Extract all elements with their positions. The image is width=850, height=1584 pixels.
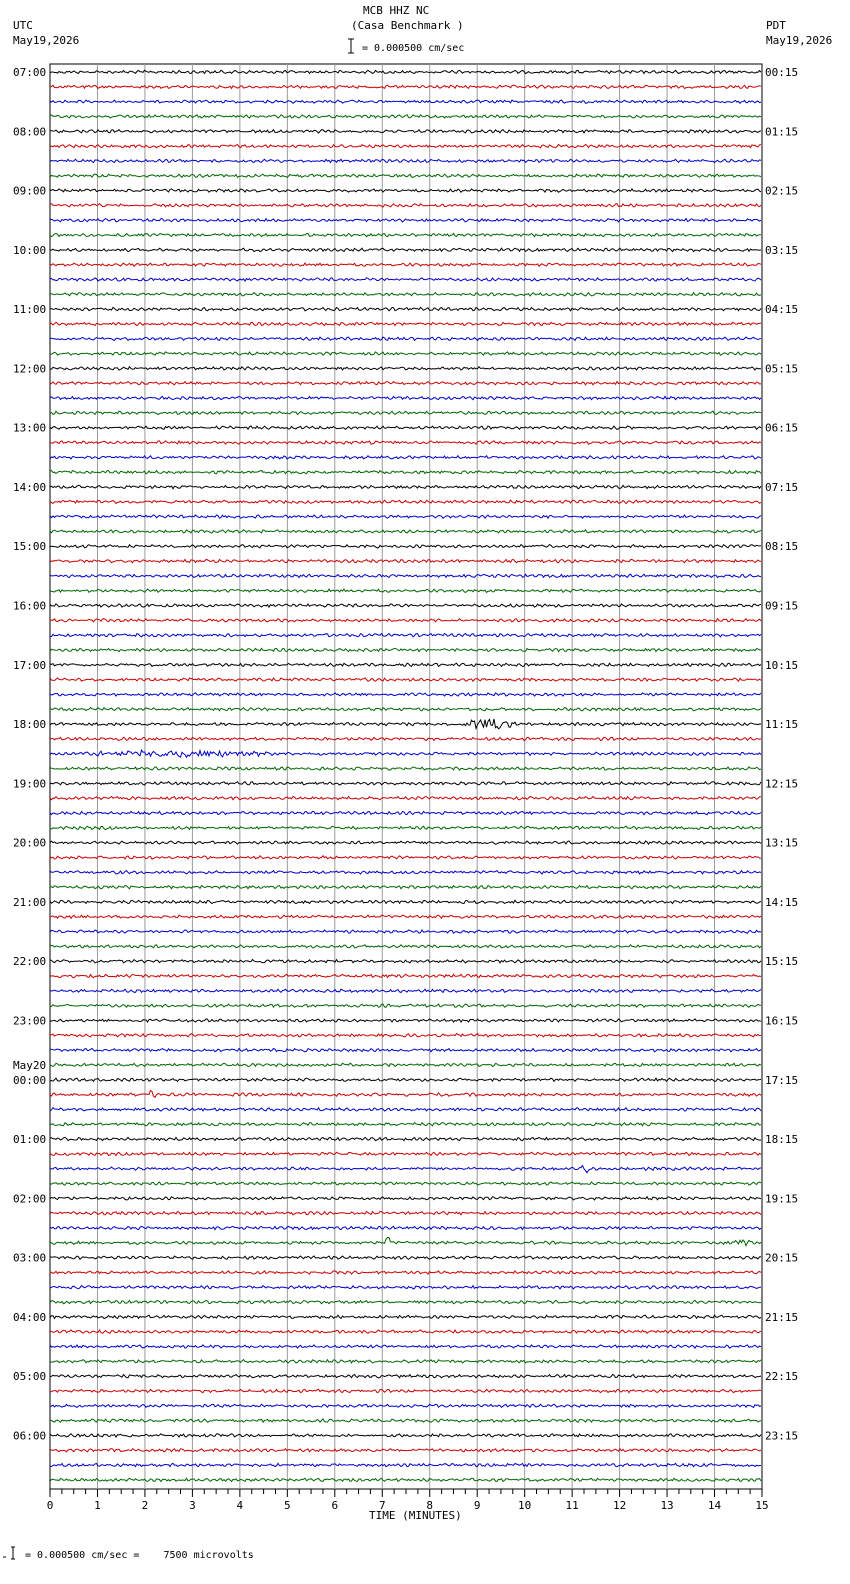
pdt-hour-label: 10:15 [765, 658, 799, 672]
trace-line [50, 1434, 761, 1437]
trace-line [50, 930, 761, 933]
x-tick-label: 7 [378, 1499, 386, 1512]
trace-line [50, 174, 761, 177]
trace-line [50, 159, 761, 162]
utc-hour-label: 20:00 [13, 836, 47, 850]
utc-hour-label: 08:00 [13, 125, 47, 139]
utc-zone-label: UTC [13, 19, 33, 32]
trace-line [50, 263, 761, 266]
trace-line [50, 1404, 761, 1407]
trace-line [50, 1123, 761, 1126]
trace-line [50, 678, 761, 681]
pdt-hour-label: 08:15 [765, 540, 799, 554]
pdt-hour-label: 20:15 [765, 1251, 799, 1265]
trace-line [50, 750, 761, 757]
trace-line [50, 1182, 761, 1185]
utc-hour-label: 18:00 [13, 718, 47, 732]
pdt-hour-label: 16:15 [765, 1014, 799, 1028]
trace-line [50, 989, 761, 992]
x-axis-title: TIME (MINUTES) [369, 1509, 462, 1522]
trace-line [50, 826, 761, 829]
trace-line [50, 589, 761, 592]
x-tick-label: 15 [755, 1499, 769, 1512]
x-tick-label: 11 [565, 1499, 579, 1512]
trace-line [50, 382, 761, 385]
pdt-hour-label: 17:15 [765, 1073, 799, 1087]
x-tick-label: 4 [236, 1499, 244, 1512]
pdt-hour-label: 21:15 [765, 1310, 799, 1324]
scale-label: = 0.000500 cm/sec [362, 43, 465, 54]
pdt-hour-label: 09:15 [765, 599, 799, 613]
trace-line [50, 545, 761, 548]
utc-hour-label: 12:00 [13, 362, 47, 376]
x-tick-label: 0 [46, 1499, 54, 1512]
pdt-hour-label: 00:15 [765, 66, 799, 79]
utc-date-label: May19,2026 [13, 34, 80, 47]
trace-line [50, 70, 761, 73]
utc-hour-label: 17:00 [13, 658, 47, 672]
trace-line [50, 411, 761, 414]
pdt-hour-label: 19:15 [765, 1192, 799, 1206]
trace-line [50, 634, 761, 637]
trace-line [50, 1256, 761, 1259]
trace-line [50, 1449, 761, 1452]
utc-hour-label: 14:00 [13, 480, 47, 494]
trace-line [50, 100, 761, 103]
trace-line [50, 1212, 761, 1215]
pdt-zone-label: PDT [766, 19, 786, 32]
day-change-label: May20 [13, 1058, 47, 1072]
x-tick-label: 6 [331, 1499, 339, 1512]
trace-line [50, 293, 761, 296]
pdt-hour-label: 13:15 [765, 836, 799, 850]
trace-line [50, 945, 761, 948]
x-tick-label: 2 [141, 1499, 149, 1512]
pdt-hour-label: 04:15 [765, 303, 799, 317]
utc-hour-label: 19:00 [13, 777, 47, 791]
trace-line [50, 885, 761, 888]
trace-line [50, 219, 761, 222]
trace-line [50, 1389, 761, 1392]
trace-line [50, 1152, 761, 1155]
trace-line [50, 871, 761, 874]
x-tick-label: 5 [284, 1499, 291, 1512]
trace-line [50, 1300, 761, 1303]
x-tick-label: 3 [189, 1499, 196, 1512]
x-tick-label: 10 [518, 1499, 532, 1512]
trace-line [50, 915, 761, 918]
x-tick-label: 13 [660, 1499, 674, 1512]
utc-hour-label: 01:00 [13, 1133, 47, 1147]
pdt-hour-label: 23:15 [765, 1429, 799, 1443]
utc-hour-label: 04:00 [13, 1310, 47, 1324]
pdt-hour-label: 05:15 [765, 362, 799, 376]
pdt-hour-label: 12:15 [765, 777, 799, 791]
trace-line [50, 204, 761, 207]
trace-line [50, 559, 761, 562]
trace-line [50, 278, 761, 281]
utc-hour-label: 21:00 [13, 895, 47, 909]
pdt-hour-label: 18:15 [765, 1133, 799, 1147]
trace-line [50, 367, 761, 370]
pdt-hour-label: 07:15 [765, 480, 799, 494]
trace-line [50, 1004, 761, 1007]
trace-line [50, 841, 761, 844]
trace-line [50, 1137, 761, 1140]
trace-line [50, 1197, 761, 1200]
trace-line [50, 1238, 761, 1246]
pdt-hour-label: 01:15 [765, 125, 799, 139]
trace-line [50, 396, 761, 399]
trace-line [50, 1375, 761, 1378]
trace-line [50, 767, 761, 770]
trace-line [50, 719, 761, 729]
trace-line [50, 485, 761, 488]
utc-hour-label: 06:00 [13, 1429, 47, 1443]
trace-line [50, 337, 761, 340]
pdt-hour-label: 14:15 [765, 895, 799, 909]
trace-line [50, 1315, 761, 1318]
trace-line [50, 1360, 761, 1363]
trace-line [50, 574, 761, 577]
trace-line [50, 1063, 761, 1066]
trace-line [50, 1019, 761, 1022]
trace-line [50, 115, 761, 118]
trace-line [50, 248, 761, 251]
utc-hour-label: 11:00 [13, 303, 47, 317]
trace-line [50, 1478, 761, 1481]
trace-line [50, 441, 761, 444]
footer-scale-note: = 0.000500 cm/sec = 7500 microvolts [25, 1550, 254, 1561]
trace-line [50, 322, 761, 325]
utc-hour-label: 23:00 [13, 1014, 47, 1028]
trace-line [50, 1078, 761, 1081]
utc-hour-label: 09:00 [13, 184, 47, 198]
plot-frame [50, 64, 762, 1489]
x-tick-label: 1 [94, 1499, 101, 1512]
pdt-hour-label: 11:15 [765, 718, 799, 732]
trace-line [50, 1330, 761, 1333]
utc-hour-label: 22:00 [13, 955, 47, 969]
trace-line [50, 1034, 761, 1037]
trace-line [50, 145, 761, 148]
x-tick-label: 8 [426, 1499, 434, 1512]
pdt-hour-label: 22:15 [765, 1370, 799, 1384]
trace-line [50, 1419, 761, 1422]
trace-line [50, 1463, 761, 1466]
trace-line [50, 782, 761, 785]
trace-line [50, 604, 761, 607]
trace-line [50, 1271, 761, 1274]
utc-hour-label: 02:00 [13, 1192, 47, 1206]
station-title: MCB HHZ NC [363, 4, 430, 17]
utc-hour-label: 07:00 [13, 66, 47, 79]
x-tick-label: 9 [473, 1499, 481, 1512]
trace-line [50, 737, 761, 740]
trace-line [50, 307, 761, 310]
utc-hour-label: 05:00 [13, 1370, 47, 1384]
trace-line [50, 900, 761, 903]
trace-line [50, 1108, 761, 1111]
pdt-hour-label: 06:15 [765, 421, 799, 435]
pdt-hour-label: 02:15 [765, 184, 799, 198]
trace-line [50, 856, 761, 859]
trace-line [50, 797, 761, 800]
x-tick-label: 12 [612, 1499, 627, 1512]
pdt-hour-label: 15:15 [765, 955, 799, 969]
trace-line [50, 811, 761, 814]
pdt-hour-label: 03:15 [765, 243, 799, 257]
trace-line [50, 456, 761, 459]
utc-hour-label: 00:00 [13, 1073, 47, 1087]
trace-line [50, 663, 761, 666]
utc-hour-label: 15:00 [13, 540, 47, 554]
trace-line [50, 233, 761, 236]
utc-hour-label: 16:00 [13, 599, 47, 613]
utc-hour-label: 13:00 [13, 421, 47, 435]
trace-line [50, 1166, 761, 1173]
trace-line [50, 130, 761, 133]
footer-scale-icon [2, 1545, 18, 1561]
trace-line [50, 426, 761, 429]
trace-line [50, 515, 761, 518]
x-tick-label: 14 [707, 1499, 722, 1512]
trace-line [50, 1091, 761, 1098]
trace-line [50, 530, 761, 533]
utc-hour-label: 03:00 [13, 1251, 47, 1265]
trace-line [50, 960, 761, 963]
trace-line [50, 1286, 761, 1289]
trace-line [50, 693, 761, 696]
trace-line [50, 500, 761, 503]
trace-line [50, 1226, 761, 1229]
trace-line [50, 85, 761, 88]
trace-line [50, 352, 761, 355]
trace-line [50, 1345, 761, 1348]
trace-line [50, 708, 761, 711]
trace-line [50, 470, 761, 473]
trace-line [50, 974, 761, 977]
site-name: (Casa Benchmark ) [351, 19, 464, 32]
trace-line [50, 648, 761, 651]
trace-line [50, 619, 761, 622]
trace-line [50, 189, 761, 192]
pdt-date-label: May19,2026 [766, 34, 833, 47]
utc-hour-label: 10:00 [13, 243, 47, 257]
trace-line [50, 1049, 761, 1052]
